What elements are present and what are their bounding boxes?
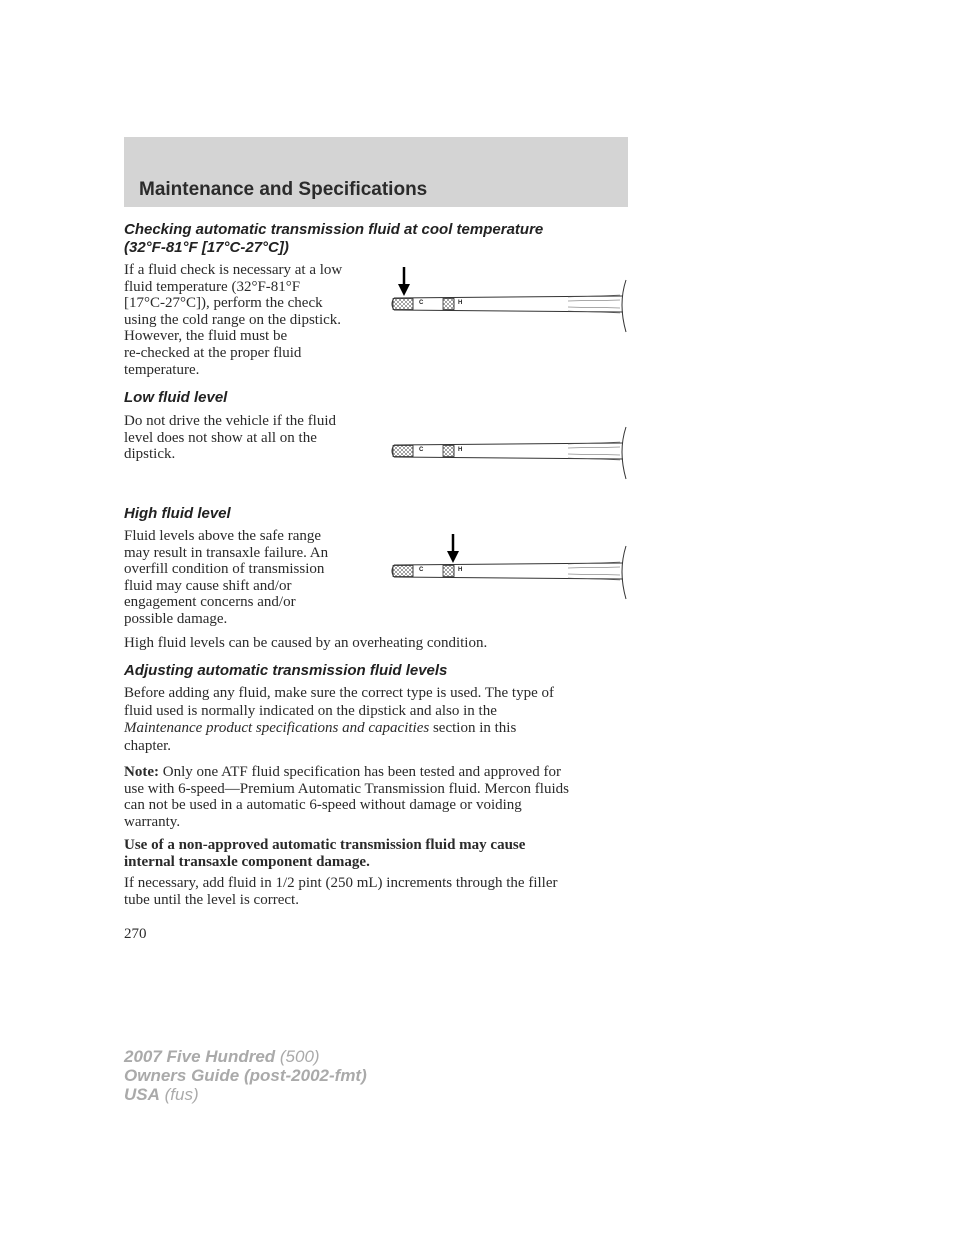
svg-text:H: H <box>458 300 463 306</box>
level-arrow-icon <box>398 267 410 296</box>
cool-check-paragraph: If a fluid check is necessary at a low fluid temperature (32°F-81°F [17°C-27°C]), perform the check using the cold range on the dipstick. However, the fluid must be re-checked at the proper fluid temperature. <box>124 262 343 378</box>
overheat-sentence: High fluid levels can be caused by an overheating condition. <box>124 635 488 651</box>
dipstick-blade <box>392 546 626 599</box>
svg-text:C: C <box>419 447 424 453</box>
high-fluid-heading: High fluid level <box>124 505 231 522</box>
adjusting-heading: Adjusting automatic transmission fluid levels <box>124 662 448 679</box>
high-fluid-paragraph: Fluid levels above the safe range may result in transaxle failure. An overfill condition of transmission fluid may cause shift and/or engagement concerns and/or possible damage. <box>124 528 329 627</box>
cool-check-heading: Checking automatic transmission fluid at cool temperature (32°F-81°F [17°C-27°C]) <box>124 221 544 256</box>
adjusting-paragraph: Before adding any fluid, make sure the correct type is used. The type of fluid used is normally indicated on the dipstick and also in the Maintenance product specifications and capacities section in this chapter. <box>124 685 554 754</box>
dipstick-cold-diagram <box>388 264 633 336</box>
low-fluid-heading: Low fluid level <box>124 389 228 406</box>
section-title: Maintenance and Specifications <box>139 179 428 200</box>
dipstick-blade <box>392 427 626 479</box>
document-footer: 2007 Five Hundred (500) Owners Guide (post-2002-fmt) USA (fus) <box>124 1047 367 1104</box>
dipstick-low-diagram <box>388 412 633 484</box>
fill-instruction-paragraph: If necessary, add fluid in 1/2 pint (250 mL) increments through the filler tube until the level is correct. <box>124 875 558 908</box>
svg-text:C: C <box>419 300 424 306</box>
low-fluid-paragraph: Do not drive the vehicle if the fluid level does not show at all on the dipstick. <box>124 413 337 463</box>
svg-text:H: H <box>458 447 463 453</box>
note-paragraph: Note: Only one ATF fluid specification has been tested and approved for use with 6-speed—Premium Automatic Transmission fluid. Mercon fluids can not be used in a automatic 6-speed without damage or voiding warranty. <box>124 764 569 830</box>
section-header-band <box>124 137 628 207</box>
level-arrow-icon <box>447 534 459 563</box>
svg-text:H: H <box>458 567 463 573</box>
dipstick-high-diagram <box>388 532 633 604</box>
warning-paragraph: Use of a non-approved automatic transmission fluid may cause internal transaxle component damage. <box>124 837 526 870</box>
page-number: 270 <box>124 926 147 942</box>
svg-text:C: C <box>419 567 424 573</box>
dipstick-blade <box>392 280 626 332</box>
note-label: Note: <box>124 764 159 780</box>
